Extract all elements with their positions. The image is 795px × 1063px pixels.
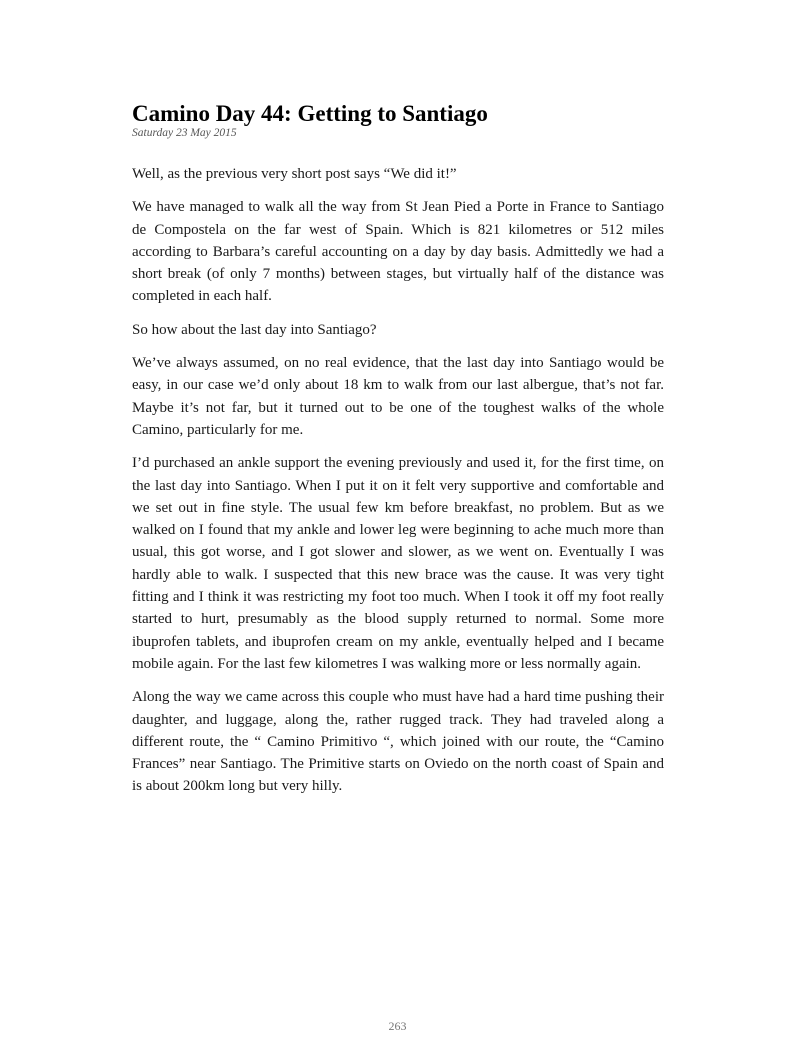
paragraph: I’d purchased an ankle support the evening previously and used it, for the first time, on the last day into Santiago. When I put it on it felt very supportive and comfortable and we set out in fine style. The usual few km before breakfast, no problem. But as we walked on I found that my ankle and lower leg were beginning to ache much more than usual, this got worse, and I got slower and slower, as we went on. Eventually I was hardly able to walk. I suspected that this new brace was the cause. It was very tight fitting and I think it was restricting my foot too much. When I took it off my foot really started to hurt, presumably as the blood supply returned to normal. Some more ibuprofen tablets, and ibuprofen cream on my ankle, eventually helped and I became mobile again. For the last few kilometres I was walking more or less normally again.: [132, 455, 664, 672]
paragraph: We’ve always assumed, on no real evidence, that the last day into Santiago would be easy, in our case we’d only about 18 km to walk from our last albergue, that’s not far. Maybe it’s not far, but it turned out to be one of the toughest walks of the whole Camino, particularly for me.: [132, 355, 664, 438]
paragraph: Well, as the previous very short post says “We did it!”: [132, 166, 457, 182]
page-number: 263: [388, 1019, 407, 1033]
paragraph: We have managed to walk all the way from St Jean Pied a Porte in France to Santiago de Compostela on the far west of Spain. Which is 821 kilometres or 512 miles according to Barbara’s careful accounting on a day by day basis. Admittedly we had a short break (of only 7 months) between stages, but virtually half of the distance was completed in each half.: [132, 199, 664, 305]
post-title: Camino Day 44: Getting to Santiago: [132, 101, 488, 126]
post-body: [132, 163, 664, 798]
post-date: Saturday 23 May 2015: [132, 127, 237, 139]
paragraph: Along the way we came across this couple who must have had a hard time pushing their daughter, and luggage, along the, rather rugged track. They had traveled along a different route, the “ Camino Primitivo “, which joined with our route, the “Camino Frances” near Santiago. The Primitive starts on Oviedo on the north coast of Spain and is about 200km long but very hilly.: [132, 689, 664, 795]
blog-post: [132, 100, 664, 809]
paragraph: So how about the last day into Santiago?: [132, 321, 377, 338]
